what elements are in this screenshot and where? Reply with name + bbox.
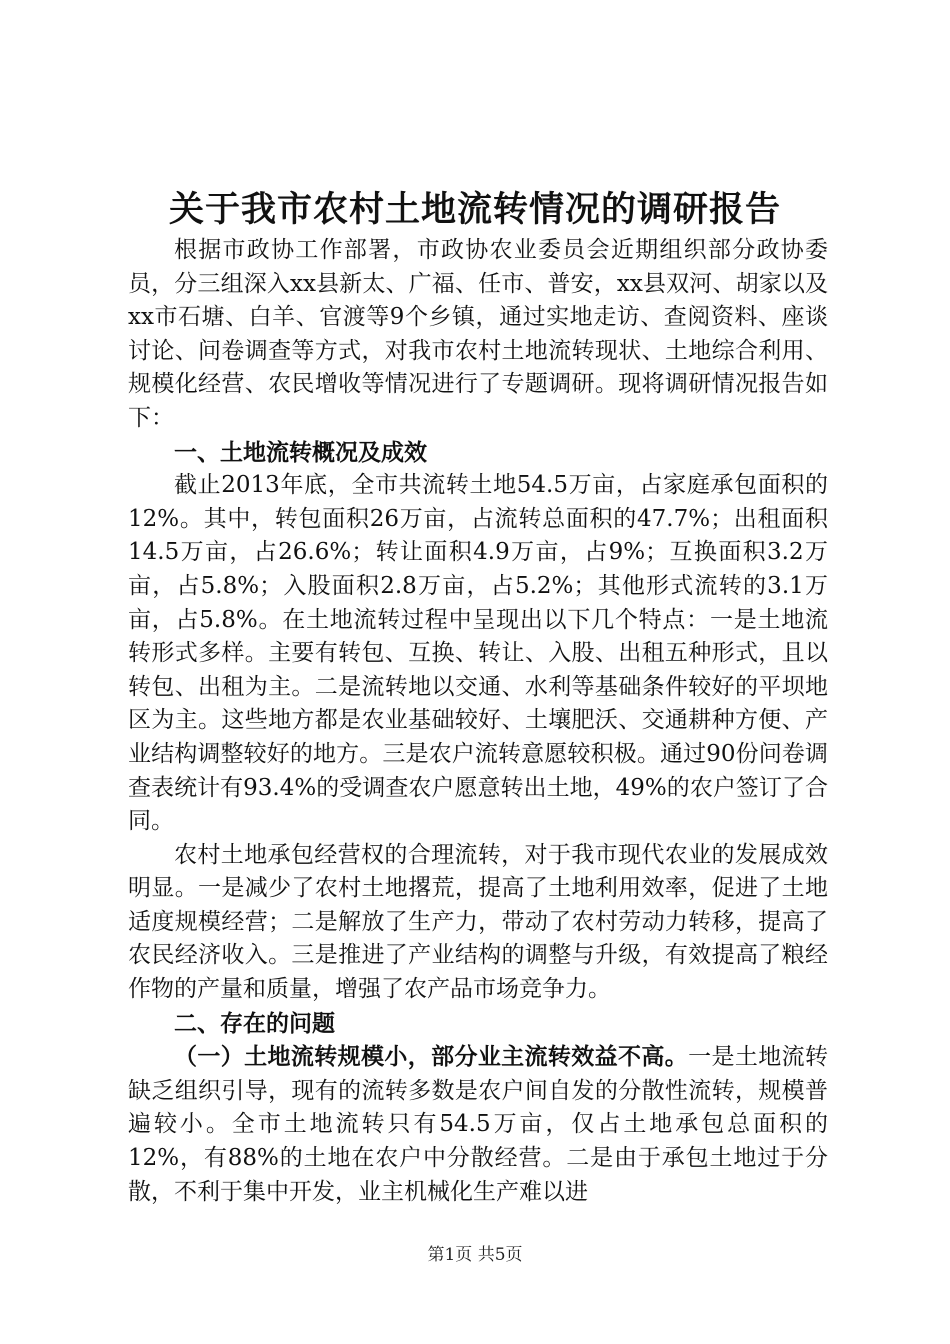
document-body [128, 234, 828, 1209]
intro-paragraph: 根据市政协工作部署，市政协农业委员会近期组织部分政协委员，分三组深入xx县新太、广福、任市、普安，xx县双河、胡家以及xx市石塘、白羊、官渡等9个乡镇，通过实地走访、查阅资料、座谈讨论、问卷调查等方式，对我市农村土地流转现状、土地综合利用、规模化经营、农民增收等情况进行了专题调研。现将调研情况报告如下： [128, 237, 828, 431]
section1-paragraph-2: 农村土地承包经营权的合理流转，对于我市现代农业的发展成效明显。一是减少了农村土地撂荒，提高了土地利用效率，促进了土地适度规模经营；二是解放了生产力，带动了农村劳动力转移，提高了农民经济收入。三是推进了产业结构的调整与升级，有效提高了粮经作物的产量和质量，增强了农产品市场竞争力。 [128, 841, 828, 1003]
page-footer: 第1页 共5页 [427, 1245, 523, 1265]
item-lead: （一）土地流转规模小，部分业主流转效益不高。 [174, 1043, 689, 1071]
section-heading-2: 二、存在的问题 [174, 1009, 335, 1037]
section1-paragraph-1: 截止2013年底，全市共流转土地54.5万亩，占家庭承包面积的12%。其中，转包面积26万亩，占流转总面积的47.7%；出租面积14.5万亩，占26.6%；转让面积4.9万亩，占9%；互换面积3.2万亩，占5.8%；入股面积2.8万亩，占5.2%；其他形式流转的3.1万亩，占5.8%。在土地流转过程中呈现出以下几个特点：一是土地流转形式多样。主要有转包、互换、转让、入股、出租五种形式，且以转包、出租为主。二是流转地以交通、水利等基础条件较好的平坝地区为主。这些地方都是农业基础较好、土壤肥沃、交通耕种方便、产业结构调整较好的地方。三是农户流转意愿较积极。通过90份问卷调查表统计有93.4%的受调查农户愿意转出土地，49%的农户签订了合同。 [128, 472, 828, 835]
section-heading-1: 一、土地流转概况及成效 [174, 438, 427, 466]
page-title: 关于我市农村土地流转情况的调研报告 [168, 189, 781, 230]
item-text: 一是土地流转缺乏组织引导，现有的流转多数是农户间自发的分散性流转，规模普遍较小。全市土地流转只有54.5万亩，仅占土地承包总面积的12%，有88%的土地在农户中分散经营。二是由于承包土地过于分散，不利于集中开发，业主机械化生产难以进 [128, 1044, 829, 1205]
section2-item-1 [128, 1040, 828, 1209]
